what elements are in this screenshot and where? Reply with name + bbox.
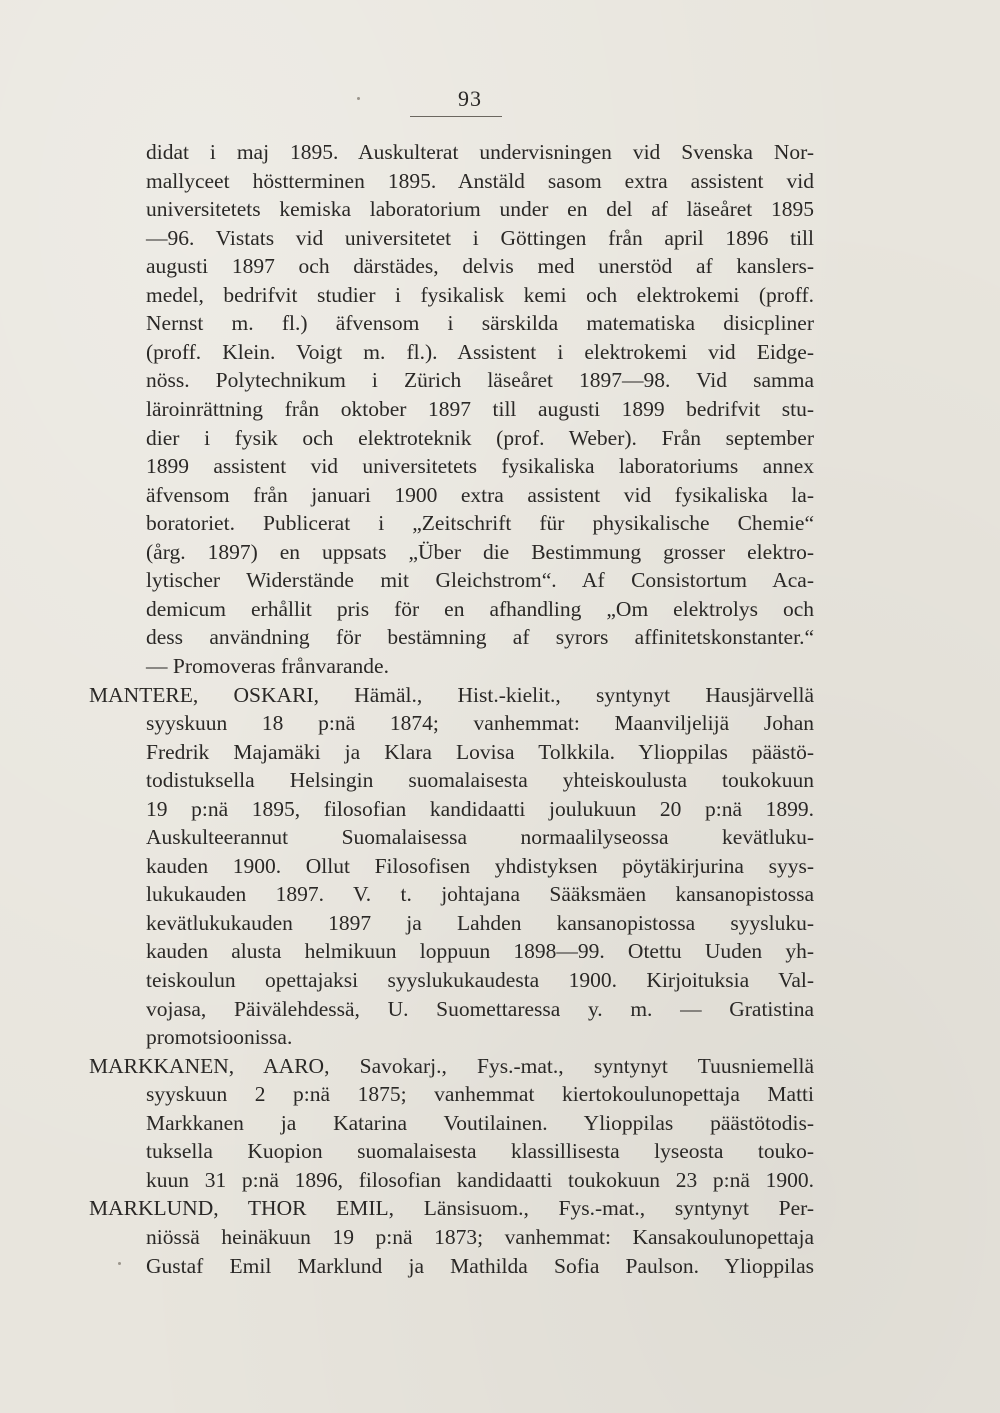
text-line: — Promoveras frånvarande. <box>146 653 389 678</box>
text-line: Fredrik Majamäki ja Klara Lovisa Tolkkila. Ylioppilas päästö- <box>146 739 814 764</box>
text-line: niössä heinäkuun 19 p:nä 1873; vanhemmat: Kansakoulunopettaja <box>146 1224 814 1249</box>
text-line: (årg. 1897) en uppsats „Über die Bestimmung grosser elektro- <box>146 539 814 564</box>
text-line: Markkanen ja Katarina Voutilainen. Ylioppilas päästötodis- <box>146 1110 814 1135</box>
text-line: demicum erhållit pris för en afhandling „Om elektrolys och <box>146 596 814 621</box>
text-line: tuksella Kuopion suomalaisesta klassillisesta lyseosta touko- <box>146 1139 814 1164</box>
text-line: teiskoulun opettajaksi syyslukukaudesta 1900. Kirjoituksia Val- <box>146 968 814 992</box>
text-line: —96. Vistats vid universitetet i Göttingen från april 1896 till <box>146 225 814 250</box>
text-line: nöss. Polytechnikum i Zürich läseåret 1897—98. Vid samma <box>146 368 814 393</box>
text-line: vojasa, Päivälehdessä, U. Suomettaressa y. m. — Gratistina <box>146 996 814 1021</box>
text-line: didat i maj 1895. Auskulterat undervisningen vid Svenska Nor- <box>146 140 814 164</box>
text-line: augusti 1897 och därstädes, delvis med unerstöd af kanslers- <box>146 254 814 279</box>
ink-speck <box>118 1262 121 1265</box>
entry-heading-line: MARKKANEN, AARO, Savokarj., Fys.-mat., syntynyt Tuusniemellä <box>89 1053 814 1078</box>
text-line: universitetets kemiska laboratorium under en del af läseåret 1895 <box>146 197 814 222</box>
entry-heading-line: MANTERE, OSKARI, Hämäl., Hist.-kielit., syntynyt Hausjärvellä <box>89 682 814 707</box>
text-line: medel, bedrifvit studier i fysikalisk kemi och elektrokemi (proff. <box>146 282 814 307</box>
text-line: lukukauden 1897. V. t. johtajana Sääksmäen kansanopistossa <box>146 882 814 907</box>
text-line: Auskulteerannut Suomalaisessa normaalilyseossa kevätluku- <box>146 825 814 850</box>
text-line: syyskuun 18 p:nä 1874; vanhemmat: Maanviljelijä Johan <box>146 711 814 735</box>
page-number-rule <box>410 116 502 117</box>
text-line: Nernst m. fl.) äfvensom i särskilda matematiska disicpliner <box>146 311 814 336</box>
text-line: Gustaf Emil Marklund ja Mathilda Sofia Paulson. Ylioppilas <box>146 1253 814 1278</box>
text-line: syyskuun 2 p:nä 1875; vanhemmat kiertokoulunopettaja Matti <box>146 1082 814 1107</box>
text-line: (proff. Klein. Voigt m. fl.). Assistent i elektrokemi vid Eidge- <box>146 339 814 364</box>
text-line: kauden 1900. Ollut Filosofisen yhdistyksen pöytäkirjurina syys- <box>146 853 814 878</box>
text-line: 1899 assistent vid universitetets fysikaliska laboratoriums annex <box>146 454 814 479</box>
text-line: kevätlukukauden 1897 ja Lahden kansanopistossa syysluku- <box>146 910 814 935</box>
text-line: kauden alusta helmikuun loppuun 1898—99. Otettu Uuden yh- <box>146 939 814 964</box>
page-number: 93 <box>458 86 482 111</box>
text-line: läroinrättning från oktober 1897 till augusti 1899 bedrifvit stu- <box>146 396 814 421</box>
text-line: boratoriet. Publicerat i „Zeitschrift für physikalische Chemie“ <box>146 511 814 536</box>
text-line: 19 p:nä 1895, filosofian kandidaatti joulukuun 20 p:nä 1899. <box>146 796 814 821</box>
text-line: dier i fysik och elektroteknik (prof. Weber). Från september <box>146 425 814 450</box>
text-line: äfvensom från januari 1900 extra assistent vid fysikaliska la- <box>146 482 814 507</box>
ink-speck <box>357 97 360 100</box>
text-line: kuun 31 p:nä 1896, filosofian kandidaatti toukokuun 23 p:nä 1900. <box>146 1167 814 1192</box>
text-line: lytischer Widerstände mit Gleichstrom“. Af Consistortum Aca- <box>146 568 814 593</box>
text-line: promotsioonissa. <box>146 1025 293 1050</box>
text-line: dess användning för bestämning af syrors affinitetskonstanter.“ <box>146 625 814 650</box>
text-line: todistuksella Helsingin suomalaisesta yhteiskoulusta toukokuun <box>146 768 814 793</box>
text-line: mallyceet höstterminen 1895. Anstäld sasom extra assistent vid <box>146 168 814 193</box>
entry-heading-line: MARKLUND, THOR EMIL, Länsisuom., Fys.-mat., syntynyt Per- <box>89 1196 814 1221</box>
